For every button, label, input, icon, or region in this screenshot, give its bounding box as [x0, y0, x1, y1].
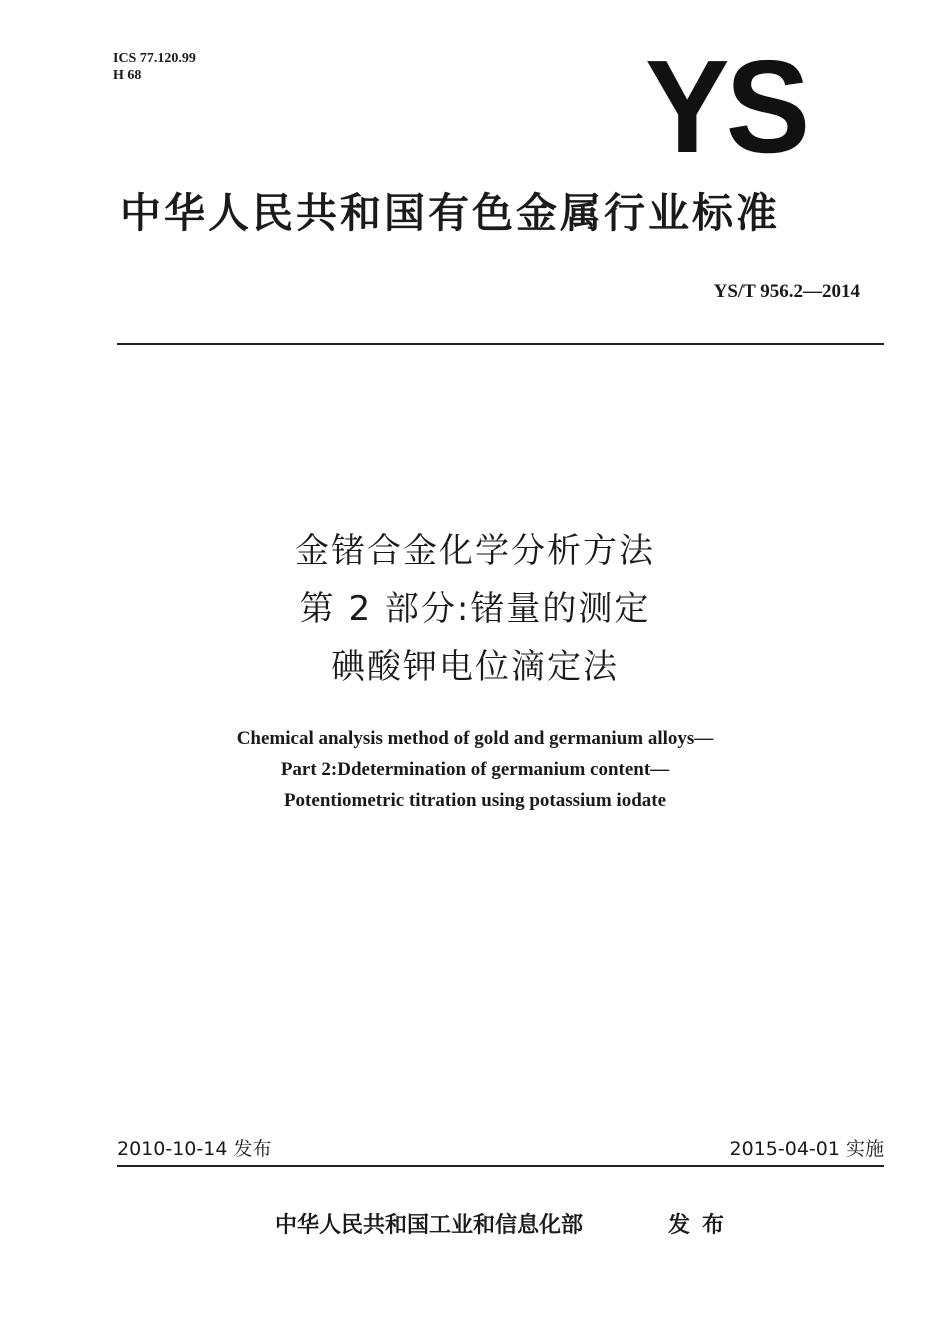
chinese-title-line-1: 金锗合金化学分析方法 — [295, 531, 655, 571]
ccs-code: H 68 — [113, 68, 142, 83]
top-divider — [117, 343, 884, 345]
chinese-title — [0, 522, 950, 696]
ys-logo: YS — [645, 33, 807, 180]
classification-codes — [113, 50, 196, 84]
publisher-name: 中华人民共和国工业和信息化部 — [275, 1213, 584, 1238]
chinese-title-line-2: 第 2 部分:锗量的测定 — [299, 589, 651, 629]
english-title-line-1: Chemical analysis method of gold and germanium alloys— — [236, 728, 714, 749]
bottom-divider — [117, 1165, 884, 1167]
english-title — [0, 723, 950, 816]
issue-date: 2010-10-14 发布 — [117, 1138, 272, 1160]
english-title-line-3: Potentiometric titration using potassium iodate — [283, 790, 667, 811]
implementation-date: 2015-04-01 实施 — [729, 1138, 884, 1160]
publish-label: 发布 — [668, 1213, 737, 1238]
ics-code: ICS 77.120.99 — [113, 51, 196, 66]
chinese-title-line-3: 碘酸钾电位滴定法 — [331, 647, 619, 687]
english-title-line-2: Part 2:Ddetermination of germanium content— — [280, 759, 670, 780]
organization-title: 中华人民共和国有色金属行业标准 — [120, 189, 780, 237]
standard-number: YS/T 956.2—2014 — [713, 281, 860, 302]
